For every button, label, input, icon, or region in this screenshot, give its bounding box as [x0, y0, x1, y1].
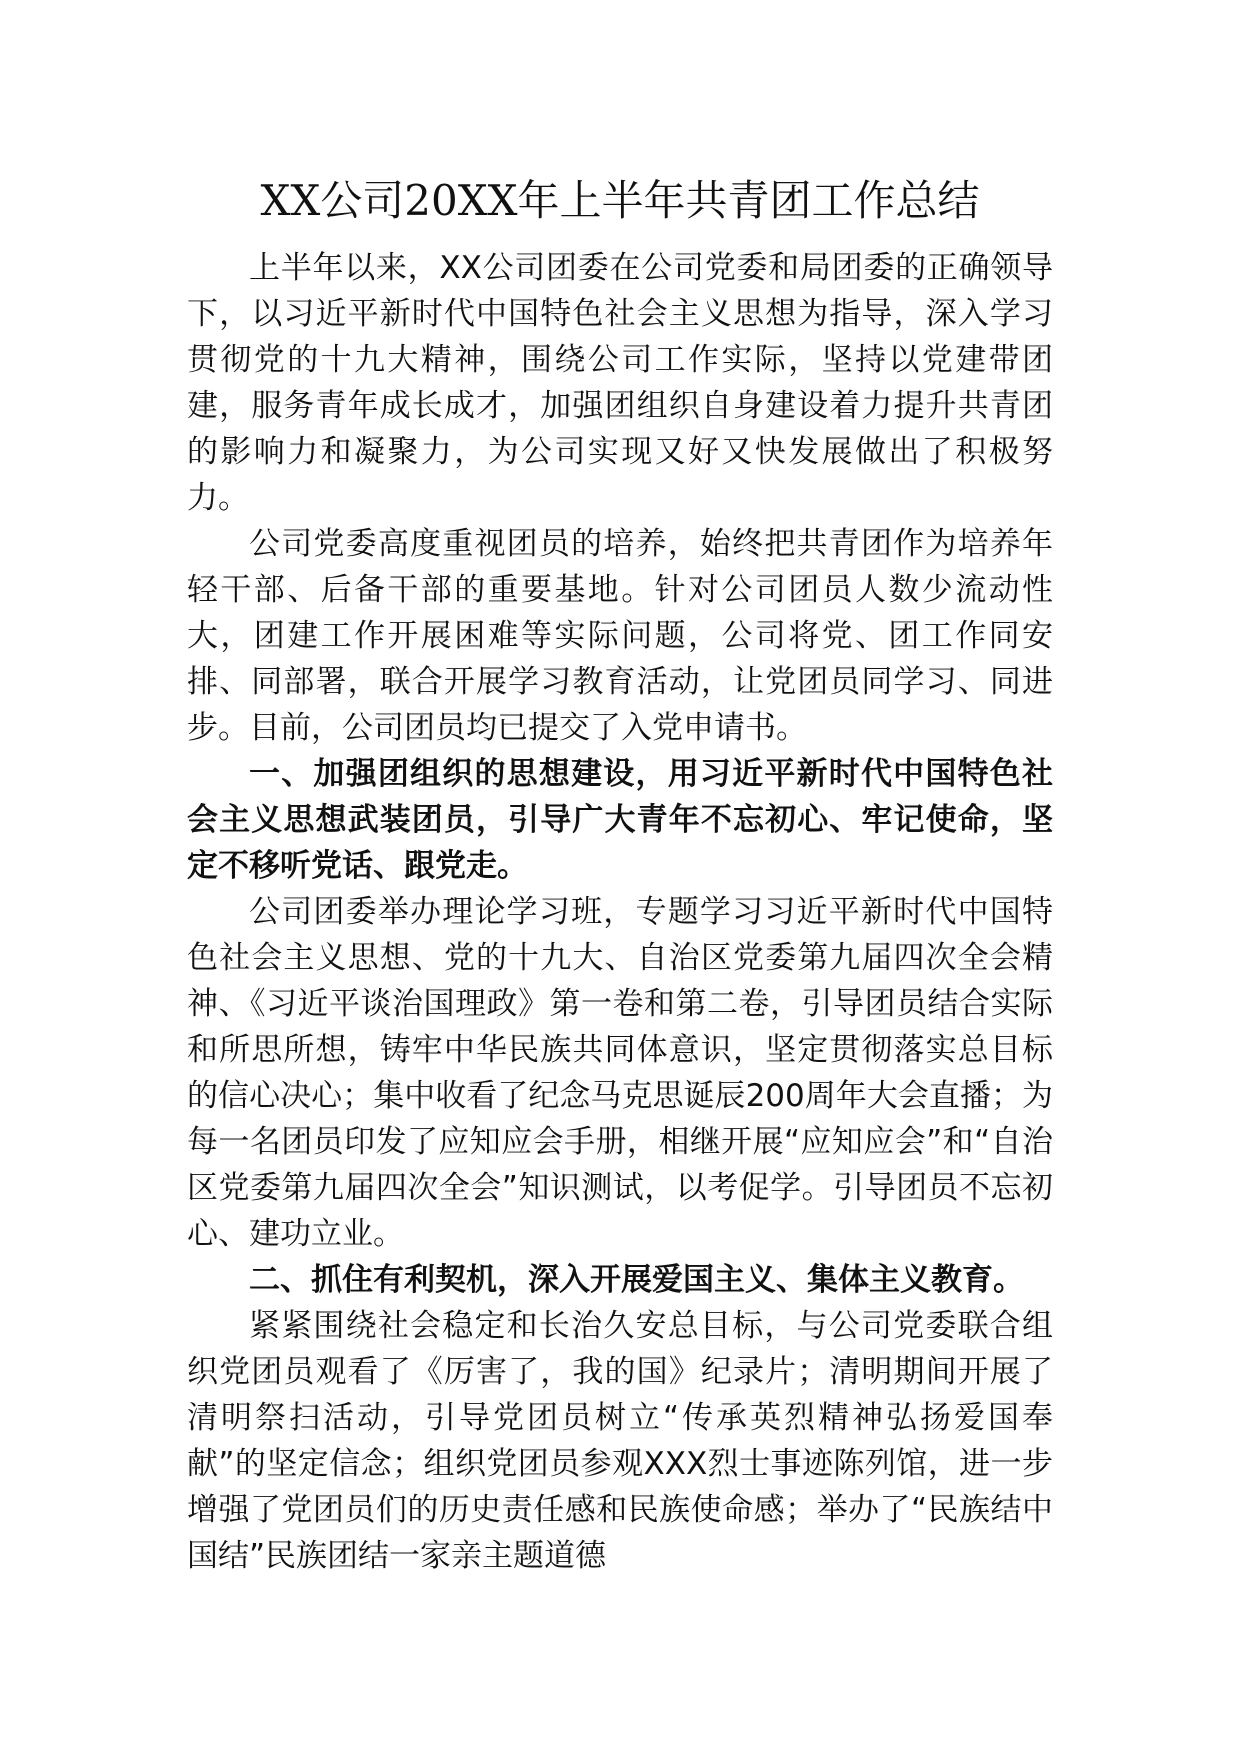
section-heading-ideology: 一、加强团组织的思想建设，用习近平新时代中国特色社会主义思想武装团员，引导广大青年不忘初心、牢记使命，坚定不移听党话、跟党走。 — [187, 756, 1053, 884]
paragraph-party-training: 公司党委高度重视团员的培养，始终把共青团作为培养年轻干部、后备干部的重要基地。针对公司团员人数少流动性大，团建工作开展困难等实际问题，公司将党、团工作同安排、同部署，联合开展学习教育活动，让党团员同学习、同进步。目前，公司团员均已提交了入党申请书。 — [187, 526, 1053, 746]
paragraph-theory-study: 公司团委举办理论学习班，专题学习习近平新时代中国特色社会主义思想、党的十九大、自治区党委第九届四次全会精神、《习近平谈治国理政》第一卷和第二卷，引导团员结合实际和所思所想，铸牢中华民族共同体意识，坚定贯彻落实总目标的信心决心；集中收看了纪念马克思诞辰200周年大会直播；为每一名团员印发了应知应会手册，相继开展“应知应会”和“自治区党委第九届四次全会”知识测试，以考促学。引导团员不忘初心、建功立业。 — [187, 894, 1053, 1252]
document-body — [187, 245, 1053, 1579]
paragraph-patriotic-education: 紧紧围绕社会稳定和长治久安总目标，与公司党委联合组织党团员观看了《厉害了，我的国》纪录片；清明期间开展了清明祭扫活动，引导党团员树立“传承英烈精神弘扬爱国奉献”的坚定信念；组织党团员参观XXX烈士事迹陈列馆，进一步增强了党团员们的历史责任感和民族使命感；举办了“民族结中国结”民族团结一家亲主题道德 — [187, 1308, 1053, 1574]
document-title: XX公司20XX年上半年共青团工作总结 — [260, 176, 980, 225]
section-heading-patriotism: 二、抓住有利契机，深入开展爱国主义、集体主义教育。 — [249, 1262, 1024, 1298]
paragraph-intro: 上半年以来，XX公司团委在公司党委和局团委的正确领导下，以习近平新时代中国特色社会主义思想为指导，深入学习贯彻党的十九大精神，围绕公司工作实际，坚持以党建带团建，服务青年成长成才，加强团组织自身建设着力提升共青团的影响力和凝聚力，为公司实现又好又快发展做出了积极努力。 — [187, 250, 1053, 516]
